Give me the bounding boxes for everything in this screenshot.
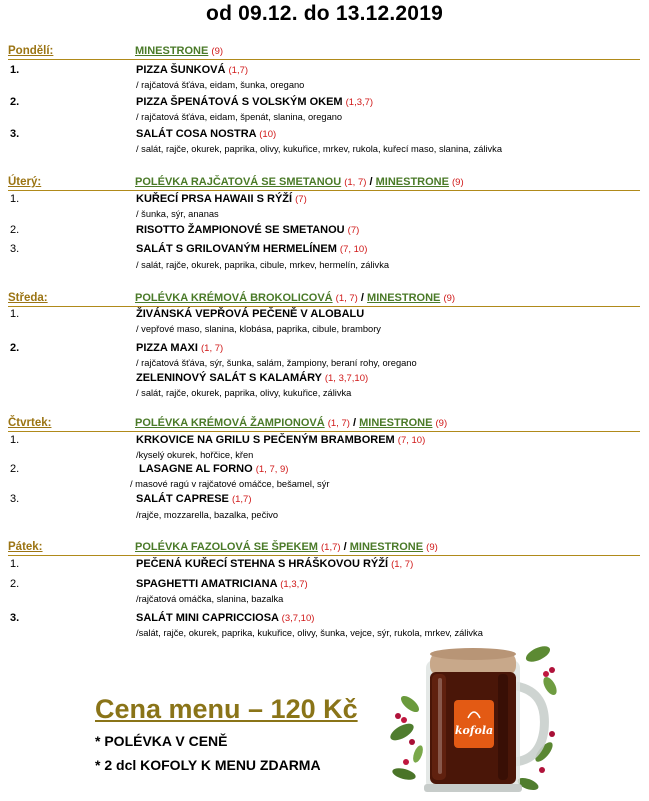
day-soups: POLÉVKA RAJČATOVÁ SE SMETANOU (1, 7) / MINESTRONE (9): [135, 176, 464, 188]
dish-allergens: (7): [347, 225, 360, 236]
dish-number: 3.: [10, 493, 20, 505]
dish-ingredients: /rajčatová omáčka, slanina, bazalka: [136, 594, 284, 604]
dish-title: [136, 96, 373, 108]
dish-name: SPAGHETTI AMATRICIANA: [136, 578, 278, 590]
dish-number: 2.: [10, 342, 20, 354]
dish-ingredients: / salát, rajče, okurek, paprika, cibule, mrkev, hermelín, zálivka: [136, 260, 390, 270]
soup-allergens: (1, 7): [327, 418, 350, 429]
dish-name: ŽIVÁNSKÁ VEPŘOVÁ PEČENĚ V ALOBALU: [136, 308, 365, 320]
dish-name: PEČENÁ KUŘECÍ STEHNA S HRÁŠKOVOU RÝŽÍ: [136, 558, 389, 570]
dish-number: 2.: [10, 224, 20, 236]
soup-allergens: (9): [426, 542, 438, 553]
menu-price: Cena menu – 120 Kč: [95, 694, 358, 724]
dish-ingredients: /rajče, mozzarella, bazalka, pečivo: [136, 510, 279, 520]
dish-title: [136, 578, 308, 590]
dish-allergens: (1, 7, 9): [255, 464, 289, 475]
soup-allergens: (9): [443, 293, 456, 304]
soup-allergens: (9): [435, 418, 448, 429]
dish-name: KUŘECÍ PRSA HAWAII S RÝŽÍ: [136, 193, 293, 205]
soup-name: MINESTRONE: [349, 541, 424, 553]
dish-title: [136, 308, 364, 320]
dish-ingredients: /salát, rajče, okurek, paprika, kukuřice, olivy, šunka, vejce, sýr, rukola, mrkev, zálivka: [136, 628, 483, 638]
dish-ingredients: / šunka, sýr, ananas: [136, 209, 219, 219]
dish-title: [136, 243, 367, 255]
dish-title: [136, 64, 248, 76]
dish-title: [136, 612, 314, 624]
day-header-thursday: [8, 417, 640, 432]
dish-number: 3.: [10, 128, 20, 140]
dish-name: PIZZA ŠUNKOVÁ: [136, 64, 226, 76]
dish-title: [136, 193, 307, 205]
dish-number: 2.: [10, 96, 20, 108]
soup-included-note: * POLÉVKA V CENĚ: [95, 733, 228, 749]
dish-ingredients: /kyselý okurek, hořčice, křen: [136, 450, 254, 460]
dish-title: [136, 224, 359, 236]
soup-name: MINESTRONE: [135, 45, 209, 57]
soup-name: POLÉVKA KRÉMOVÁ BROKOLICOVÁ: [135, 292, 333, 304]
dish-ingredients: / salát, rajče, okurek, paprika, olivy, kukuřice, mrkev, rukola, kuřecí maso, slanina, zálivka: [136, 144, 502, 154]
day-header-tuesday: [8, 176, 640, 191]
soup-name: POLÉVKA RAJČATOVÁ SE SMETANOU: [135, 176, 342, 188]
dish-name: SALÁT MINI CAPRICCIOSA: [136, 612, 279, 624]
dish-number: 1.: [10, 308, 20, 320]
day-name: Středa:: [8, 292, 48, 304]
soup-name: MINESTRONE: [375, 176, 449, 188]
dish-name: LASAGNE AL FORNO: [139, 463, 253, 475]
free-kofola-note: * 2 dcl KOFOLY K MENU ZDARMA: [95, 757, 321, 773]
dish-allergens: (1, 3,7,10): [324, 373, 369, 384]
dish-number: 1.: [10, 193, 20, 205]
kofola-mug-illustration: [388, 634, 560, 800]
kofola-logo: kofola: [454, 724, 494, 737]
dish-name: SALÁT S GRILOVANÝM HERMELÍNEM: [136, 243, 337, 255]
dish-number: 1.: [10, 64, 20, 76]
dish-name: PIZZA ŠPENÁTOVÁ S VOLSKÝM OKEM: [136, 96, 343, 108]
dish-title: [136, 493, 252, 505]
dish-title: [136, 558, 413, 570]
dish-allergens: (10): [259, 129, 277, 140]
dish-ingredients: / rajčatová šťáva, sýr, šunka, salám, žampiony, beraní rohy, oregano: [136, 358, 417, 368]
soup-allergens: (1,7): [321, 542, 341, 553]
dish-name: PIZZA MAXI: [136, 342, 198, 354]
dish-name: SALÁT CAPRESE: [136, 493, 229, 505]
dish-name: ZELENINOVÝ SALÁT S KALAMÁRY: [136, 372, 322, 384]
dish-name: SALÁT COSA NOSTRA: [136, 128, 257, 140]
dish-number: 1.: [10, 434, 20, 446]
dish-ingredients: / vepřové maso, slanina, klobása, paprika, cibule, brambory: [136, 324, 381, 334]
dish-allergens: (7, 10): [397, 435, 426, 446]
day-name: Úterý:: [8, 176, 42, 188]
soup-allergens: (1, 7): [335, 293, 358, 304]
day-header-wednesday: [8, 292, 640, 307]
soup-allergens: (9): [452, 177, 464, 188]
dish-number: 3.: [10, 243, 20, 255]
dish-allergens: (1,3,7): [280, 579, 308, 590]
soup-name: MINESTRONE: [367, 292, 441, 304]
menu-date-title: od 09.12. do 13.12.2019: [206, 2, 443, 25]
dish-ingredients: / salát, rajče, okurek, paprika, olivy, kukuřice, zálivka: [136, 388, 352, 398]
dish-name: KRKOVICE NA GRILU S PEČENÝM BRAMBOREM: [136, 434, 395, 446]
dish-title: [136, 342, 223, 354]
soup-name: MINESTRONE: [359, 417, 433, 429]
dish-ingredients: / masové ragú v rajčatové omáčce, bešamel, sýr: [130, 479, 330, 489]
dish-title: [136, 128, 276, 140]
day-name: Pondělí:: [8, 45, 54, 57]
dish-title: [139, 463, 288, 475]
dish-allergens: (7, 10): [339, 244, 368, 255]
day-soups: [135, 45, 223, 57]
day-soups: POLÉVKA KRÉMOVÁ ŽAMPIONOVÁ (1, 7) / MINESTRONE (9): [135, 417, 448, 429]
dish-allergens: (7): [295, 194, 307, 205]
day-header-monday: [8, 45, 640, 60]
dish-number: 3.: [10, 612, 20, 624]
dish-allergens: (1,7): [231, 494, 252, 505]
dish-allergens: (1,7): [228, 65, 249, 76]
day-soups: POLÉVKA FAZOLOVÁ SE ŠPEKEM (1,7) / MINESTRONE (9): [135, 541, 438, 553]
dish-ingredients: / rajčatová šťáva, eidam, šunka, oregano: [136, 80, 305, 90]
dish-number: 2.: [10, 578, 20, 590]
dish-title: [136, 372, 368, 384]
day-name: Pátek:: [8, 541, 43, 553]
soup-name: POLÉVKA FAZOLOVÁ SE ŠPEKEM: [135, 541, 318, 553]
day-header-friday: [8, 541, 640, 556]
dish-name: RISOTTO ŽAMPIONOVÉ SE SMETANOU: [136, 224, 345, 236]
soup-allergens: (1, 7): [344, 177, 367, 188]
day-name: Čtvrtek:: [8, 417, 52, 429]
dish-allergens: (1,3,7): [345, 97, 374, 108]
day-soups: POLÉVKA KRÉMOVÁ BROKOLICOVÁ (1, 7) / MINESTRONE (9): [135, 292, 456, 304]
dish-title: [136, 434, 425, 446]
soup-allergens: (9): [211, 46, 224, 57]
dish-allergens: (3,7,10): [281, 613, 315, 624]
soup-name: POLÉVKA KRÉMOVÁ ŽAMPIONOVÁ: [135, 417, 325, 429]
dish-number: 2.: [10, 463, 20, 475]
dish-allergens: (1, 7): [391, 559, 414, 570]
dish-allergens: (1, 7): [201, 343, 224, 354]
dish-number: 1.: [10, 558, 20, 570]
dish-ingredients: / rajčatová šťáva, eidam, špenát, slanina, oregano: [136, 112, 343, 122]
